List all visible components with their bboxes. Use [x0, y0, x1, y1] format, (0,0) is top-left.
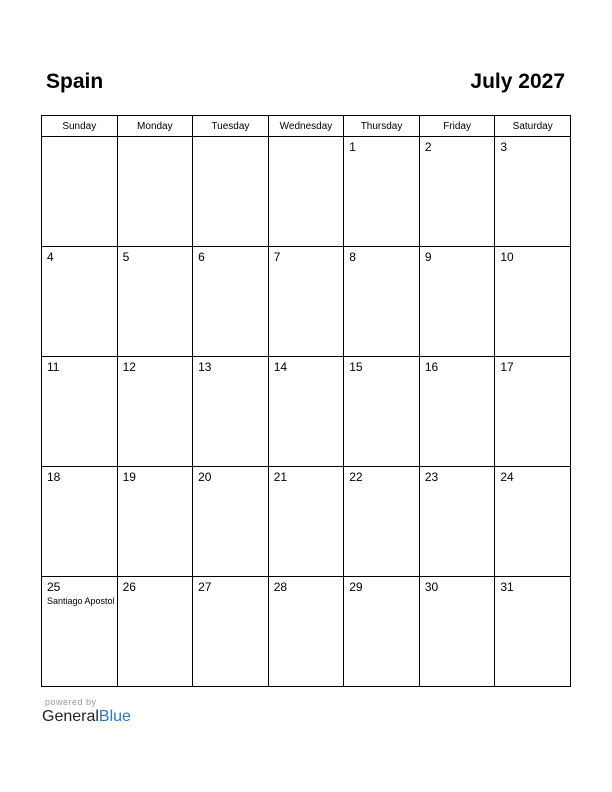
day-cell [344, 577, 420, 687]
weekday-header: Friday [419, 116, 495, 137]
day-number: 16 [424, 360, 439, 374]
powered-by-label: powered by [45, 697, 97, 707]
day-number: 27 [198, 580, 212, 594]
week-row [42, 137, 571, 247]
day-number: 31 [500, 580, 514, 594]
day-number [118, 137, 193, 140]
day-number: 3 [500, 140, 508, 154]
day-cell [419, 467, 495, 577]
month-year-title: July 2027 [470, 70, 565, 93]
day-cell [117, 357, 193, 467]
day-cell [495, 357, 571, 467]
week-row [42, 577, 571, 687]
day-cell [42, 467, 118, 577]
day-cell [117, 247, 193, 357]
day-number [193, 137, 268, 140]
day-number: 20 [198, 470, 212, 484]
day-cell [268, 137, 344, 247]
day-cell [344, 247, 420, 357]
day-number: 7 [273, 250, 281, 264]
day-number: 9 [424, 250, 432, 264]
day-cell [344, 467, 420, 577]
day-cell [344, 137, 420, 247]
day-number: 2 [424, 140, 432, 154]
day-number [269, 137, 344, 140]
brand-name-part1: General [42, 708, 99, 725]
day-cell [268, 467, 344, 577]
generalblue-logo[interactable] [42, 708, 131, 726]
day-number: 1 [349, 140, 356, 154]
day-number: 25 [47, 580, 61, 594]
day-cell [419, 577, 495, 687]
week-row [42, 357, 571, 467]
day-cell [344, 357, 420, 467]
day-cell [42, 137, 118, 247]
day-number: 24 [500, 470, 514, 484]
day-number: 26 [122, 580, 136, 594]
weekday-header: Tuesday [193, 116, 269, 137]
day-cell [193, 577, 269, 687]
day-cell [117, 137, 193, 247]
day-cell [268, 577, 344, 687]
day-number: 12 [122, 360, 136, 374]
day-number: 14 [273, 360, 288, 374]
day-cell [42, 247, 118, 357]
day-number: 5 [122, 250, 130, 264]
day-cell [268, 357, 344, 467]
day-number: 29 [349, 580, 363, 594]
day-number: 6 [198, 250, 205, 264]
weekday-header: Sunday [42, 116, 118, 137]
day-number: 28 [273, 580, 288, 594]
day-number: 4 [47, 250, 54, 264]
day-number: 18 [47, 470, 61, 484]
day-number: 19 [122, 470, 136, 484]
day-number: 8 [349, 250, 356, 264]
brand-name-part2: Blue [98, 708, 131, 725]
day-cell [117, 577, 193, 687]
day-number: 22 [349, 470, 363, 484]
day-number: 17 [500, 360, 514, 374]
day-cell [495, 577, 571, 687]
day-number: 21 [273, 470, 288, 484]
holiday-label: Santiago Apostol [47, 596, 115, 606]
day-number: 15 [349, 360, 363, 374]
day-number: 30 [424, 580, 439, 594]
weekday-header: Monday [117, 116, 193, 137]
day-cell [419, 137, 495, 247]
day-number: 23 [424, 470, 439, 484]
week-row [42, 467, 571, 577]
day-cell [495, 247, 571, 357]
day-cell [42, 577, 118, 687]
weekday-header: Thursday [344, 116, 420, 137]
day-number: 10 [500, 250, 514, 264]
day-cell [268, 247, 344, 357]
day-cell [117, 467, 193, 577]
day-cell [42, 357, 118, 467]
day-cell [419, 247, 495, 357]
day-number: 13 [198, 360, 212, 374]
day-cell [193, 467, 269, 577]
weekday-header: Wednesday [268, 116, 344, 137]
country-title: Spain [46, 70, 104, 93]
day-cell [495, 467, 571, 577]
day-number: 11 [47, 360, 60, 374]
day-number [42, 137, 117, 140]
week-row [42, 247, 571, 357]
day-cell [193, 357, 269, 467]
day-cell [193, 137, 269, 247]
day-cell [419, 357, 495, 467]
weekday-header: Saturday [495, 116, 571, 137]
day-cell [193, 247, 269, 357]
weekday-header-row [42, 116, 571, 137]
calendar-grid [41, 115, 571, 687]
day-cell [495, 137, 571, 247]
